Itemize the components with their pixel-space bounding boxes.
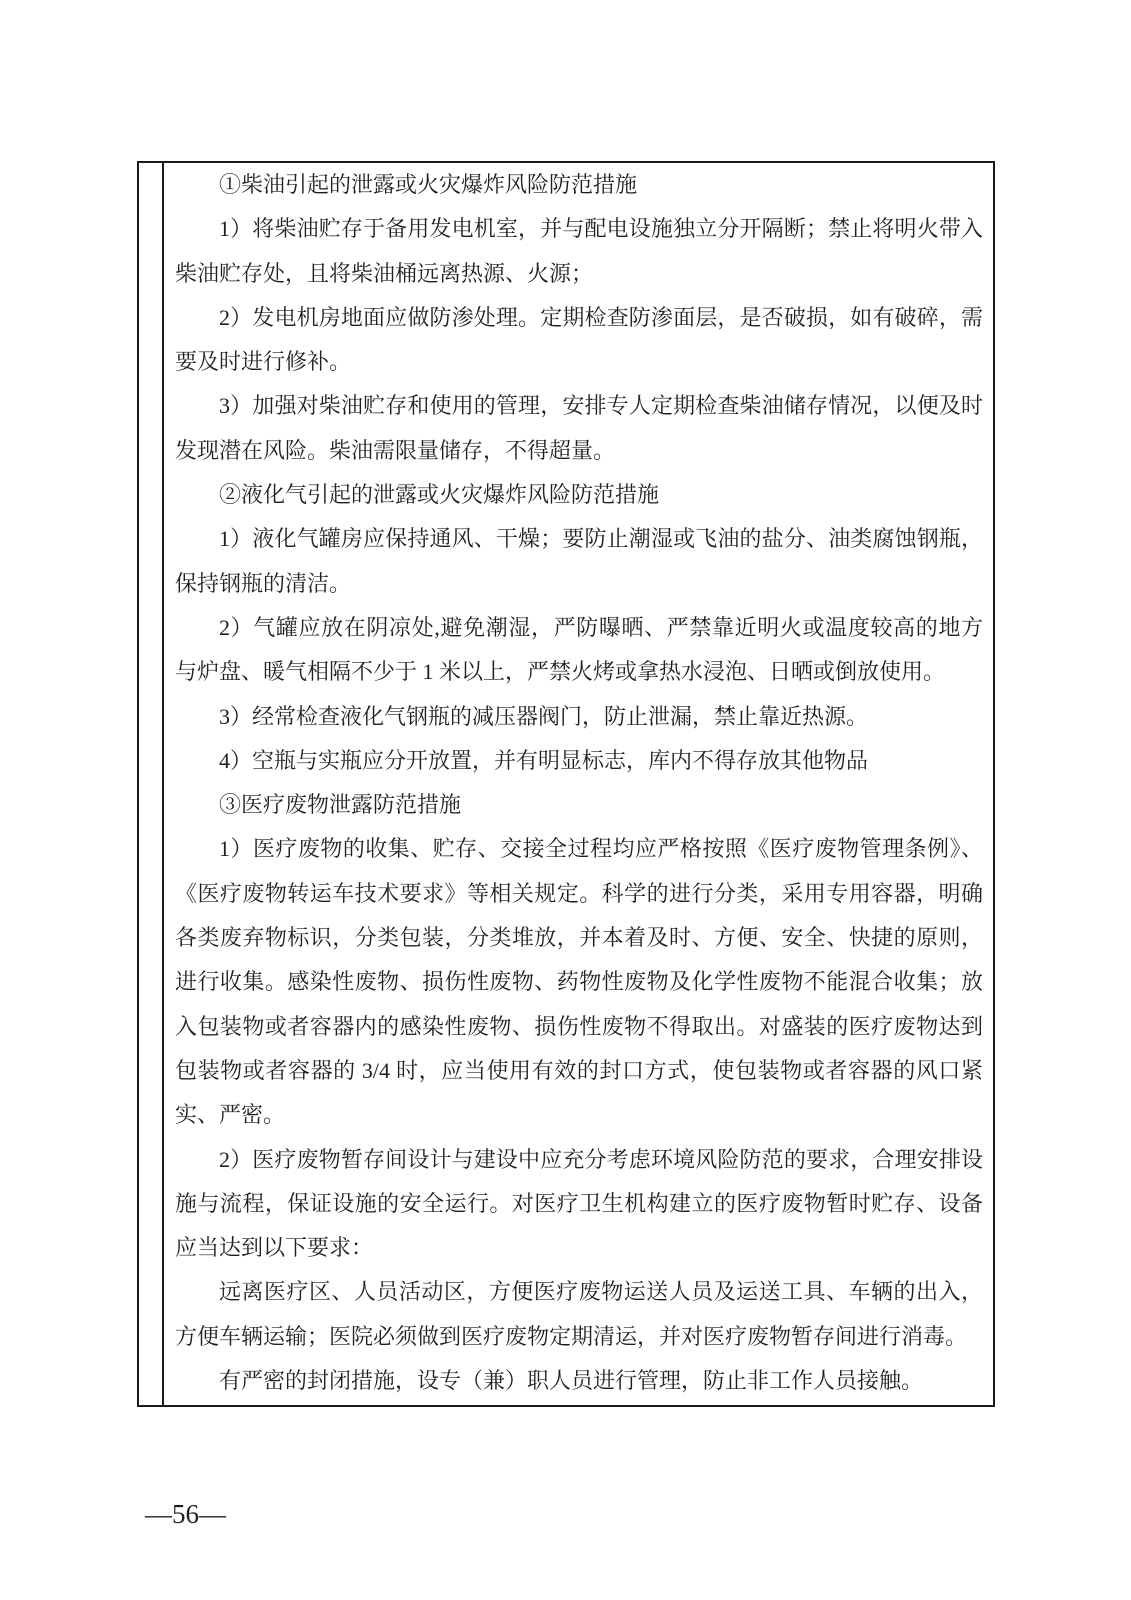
paragraph: 3）加强对柴油贮存和使用的管理，安排专人定期检查柴油储存情况，以便及时发现潜在风险。柴油需限量储存，不得超量。 bbox=[175, 393, 983, 463]
table-text-cell bbox=[164, 163, 993, 1405]
paragraph: ②液化气引起的泄露或火灾爆炸风险防范措施 bbox=[219, 482, 660, 508]
paragraph: 3）经常检查液化气钢瓶的减压器阀门，防止泄漏，禁止靠近热源。 bbox=[219, 703, 869, 729]
paragraph: ③医疗废物泄露防范措施 bbox=[219, 792, 462, 818]
paragraph: 远离医疗区、人员活动区，方便医疗废物运送人员及运送工具、车辆的出入，方便车辆运输；医院必须做到医疗废物定期清运，并对医疗废物暂存间进行消毒。 bbox=[175, 1279, 983, 1349]
paragraph: 2）气罐应放在阴凉处,避免潮湿，严防曝晒、严禁靠近明火或温度较高的地方与炉盘、暖气相隔不少于 1 米以上，严禁火烤或拿热水浸泡、日晒或倒放使用。 bbox=[175, 614, 983, 685]
paragraph: 1）医疗废物的收集、贮存、交接全过程均应严格按照《医疗废物管理条例》、《医疗废物转运车技术要求》等相关规定。科学的进行分类，采用专用容器，明确各类废弃物标识，分类包装，分类堆放，并本着及时、方便、安全、快捷的原则，进行收集。感染性废物、损伤性废物、药物性废物及化学性废物不能混合收集；放入包装物或者容器内的感染性废物、损伤性废物不得取出。对盛装的医疗废物达到包装物或者容器的 3/4 时，应当使用有效的封口方式，使包装物或者容器的风口紧实、严密。 bbox=[175, 836, 983, 1128]
page-number: —56— bbox=[145, 1499, 226, 1529]
table-gutter-cell bbox=[139, 163, 164, 1405]
paragraph: 2）发电机房地面应做防渗处理。定期检查防渗面层，是否破损，如有破碎，需要及时进行修补。 bbox=[175, 304, 983, 375]
paragraph: 有严密的封闭措施，设专（兼）职人员进行管理，防止非工作人员接触。 bbox=[219, 1368, 924, 1394]
paragraph: 1）液化气罐房应保持通风、干燥；要防止潮湿或飞油的盐分、油类腐蚀钢瓶，保持钢瓶的清洁。 bbox=[175, 526, 983, 596]
content-table bbox=[137, 161, 995, 1407]
paragraph: 1）将柴油贮存于备用发电机室，并与配电设施独立分开隔断；禁止将明火带入柴油贮存处，且将柴油桶远离热源、火源； bbox=[175, 216, 983, 286]
paragraph: 4）空瓶与实瓶应分开放置，并有明显标志，库内不得存放其他物品 bbox=[219, 747, 869, 773]
paragraph: 2）医疗废物暂存间设计与建设中应充分考虑环境风险防范的要求，合理安排设施与流程，保证设施的安全运行。对医疗卫生机构建立的医疗废物暂时贮存、设备应当达到以下要求： bbox=[175, 1146, 983, 1261]
paragraph: ①柴油引起的泄露或火灾爆炸风险防范措施 bbox=[219, 172, 638, 197]
